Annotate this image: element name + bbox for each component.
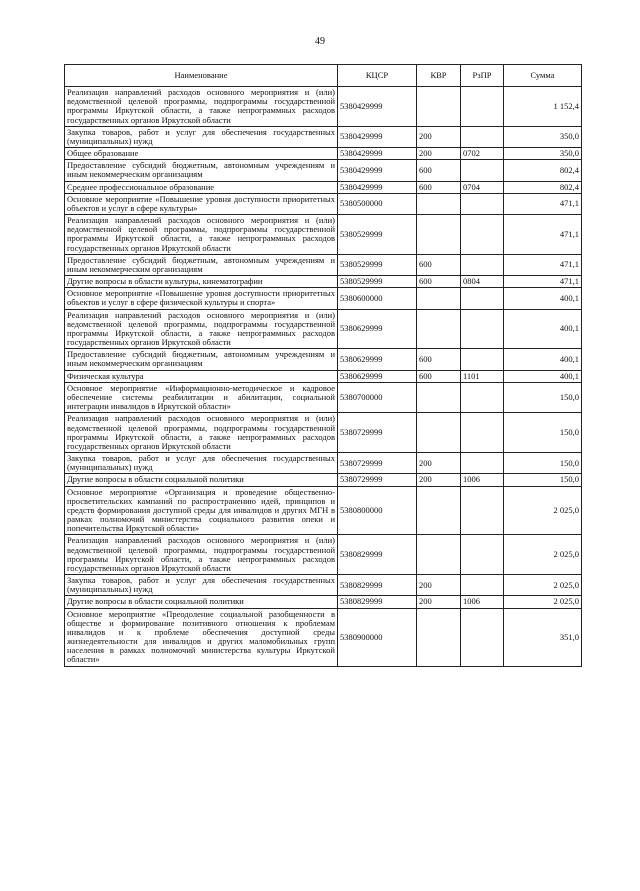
cell-kcsr: 5380529999: [338, 215, 417, 255]
cell-name: Другие вопросы в области культуры, кинематографии: [65, 276, 338, 288]
table-row: [65, 596, 582, 608]
cell-name: Реализация направлений расходов основного мероприятия и (или) ведомственной целевой программы, подпрограммы государственной программы Иркутской области, а также непрограммных расходов государственных органов Иркутской области: [65, 309, 338, 349]
table-header-row: [65, 65, 582, 87]
cell-name: Предоставление субсидий бюджетным, автономным учреждениям и иным некоммерческим организациям: [65, 160, 338, 181]
cell-rzpr: [461, 126, 504, 147]
cell-rzpr: 0804: [461, 276, 504, 288]
cell-kcsr: 5380529999: [338, 276, 417, 288]
cell-sum: 400,1: [504, 370, 582, 382]
table-row: [65, 193, 582, 214]
cell-kvr: 600: [417, 349, 461, 370]
cell-kvr: [417, 193, 461, 214]
cell-kvr: [417, 608, 461, 666]
cell-sum: 150,0: [504, 474, 582, 486]
cell-kcsr: 5380729999: [338, 474, 417, 486]
cell-sum: 471,1: [504, 215, 582, 255]
cell-name: Реализация направлений расходов основного мероприятия и (или) ведомственной целевой программы, подпрограммы государственной программы Иркутской области, а также непрограммных расходов государственных органов Иркутской области: [65, 215, 338, 255]
table-row: [65, 370, 582, 382]
cell-sum: 400,1: [504, 349, 582, 370]
cell-rzpr: 1006: [461, 474, 504, 486]
table-row: [65, 160, 582, 181]
page-number: 49: [315, 36, 325, 47]
cell-kvr: 200: [417, 148, 461, 160]
cell-kvr: [417, 87, 461, 127]
cell-kvr: [417, 288, 461, 309]
cell-kcsr: 5380500000: [338, 193, 417, 214]
cell-kvr: [417, 413, 461, 453]
cell-kvr: [417, 535, 461, 575]
cell-rzpr: [461, 193, 504, 214]
cell-kcsr: 5380829999: [338, 535, 417, 575]
cell-rzpr: 1101: [461, 370, 504, 382]
cell-rzpr: [461, 486, 504, 535]
cell-name: Реализация направлений расходов основного мероприятия и (или) ведомственной целевой программы, подпрограммы государственной программы Иркутской области, а также непрограммных расходов государственных органов Иркутской области: [65, 87, 338, 127]
cell-sum: 150,0: [504, 453, 582, 474]
cell-name: Закупка товаров, работ и услуг для обеспечения государственных (муниципальных) нужд: [65, 575, 338, 596]
cell-kvr: [417, 215, 461, 255]
cell-name: Реализация направлений расходов основного мероприятия и (или) ведомственной целевой программы, подпрограммы государственной программы Иркутской области, а также непрограммных расходов государственных органов Иркутской области: [65, 413, 338, 453]
cell-kcsr: 5380429999: [338, 160, 417, 181]
cell-sum: 350,0: [504, 126, 582, 147]
cell-rzpr: [461, 575, 504, 596]
cell-name: Другие вопросы в области социальной политики: [65, 474, 338, 486]
cell-sum: 2 025,0: [504, 575, 582, 596]
table-row: [65, 608, 582, 666]
cell-kcsr: 5380429999: [338, 87, 417, 127]
cell-kvr: [417, 382, 461, 413]
cell-kcsr: 5380629999: [338, 349, 417, 370]
cell-rzpr: [461, 382, 504, 413]
table-row: [65, 575, 582, 596]
cell-rzpr: [461, 160, 504, 181]
cell-rzpr: 0704: [461, 181, 504, 193]
cell-sum: 1 152,4: [504, 87, 582, 127]
cell-rzpr: 1006: [461, 596, 504, 608]
table-row: [65, 288, 582, 309]
cell-sum: 471,1: [504, 254, 582, 275]
cell-sum: 471,1: [504, 193, 582, 214]
table-row: [65, 382, 582, 413]
cell-kcsr: 5380700000: [338, 382, 417, 413]
budget-table: [64, 64, 582, 667]
cell-kcsr: 5380629999: [338, 309, 417, 349]
cell-rzpr: [461, 453, 504, 474]
cell-kcsr: 5380429999: [338, 181, 417, 193]
cell-kvr: 600: [417, 160, 461, 181]
cell-sum: 150,0: [504, 382, 582, 413]
cell-rzpr: [461, 535, 504, 575]
cell-name: Основное мероприятие «Преодоление социальной разобщенности в обществе и формирование позитивного отношения к проблемам инвалидов и к проблеме обеспечения доступной среды жизнедеятельности для инвалидов и других маломобильных групп населения в рамках полномочий министерства культуры Иркутской области»: [65, 608, 338, 666]
cell-name: Закупка товаров, работ и услуг для обеспечения государственных (муниципальных) нужд: [65, 453, 338, 474]
header-rzpr: РзПР: [461, 65, 504, 87]
cell-rzpr: [461, 254, 504, 275]
cell-sum: 150,0: [504, 413, 582, 453]
cell-kcsr: 5380900000: [338, 608, 417, 666]
table-row: [65, 148, 582, 160]
cell-kvr: 600: [417, 276, 461, 288]
cell-sum: 802,4: [504, 160, 582, 181]
cell-name: Среднее профессиональное образование: [65, 181, 338, 193]
table-row: [65, 215, 582, 255]
cell-rzpr: [461, 87, 504, 127]
cell-kcsr: 5380629999: [338, 370, 417, 382]
cell-rzpr: [461, 413, 504, 453]
table-row: [65, 87, 582, 127]
table-row: [65, 413, 582, 453]
cell-kcsr: 5380829999: [338, 575, 417, 596]
table-row: [65, 254, 582, 275]
header-kcsr: КЦСР: [338, 65, 417, 87]
cell-name: Основное мероприятие «Повышение уровня доступности приоритетных объектов и услуг в сфере культуры»: [65, 193, 338, 214]
table-body: [65, 87, 582, 667]
cell-kcsr: 5380429999: [338, 148, 417, 160]
cell-name: Физическая культура: [65, 370, 338, 382]
header-kvr: КВР: [417, 65, 461, 87]
cell-kcsr: 5380829999: [338, 596, 417, 608]
table-row: [65, 486, 582, 535]
cell-kcsr: 5380429999: [338, 126, 417, 147]
table-row: [65, 453, 582, 474]
cell-sum: 350,0: [504, 148, 582, 160]
cell-rzpr: [461, 608, 504, 666]
cell-rzpr: 0702: [461, 148, 504, 160]
cell-name: Основное мероприятие «Информационно-методическое и кадровое обеспечение системы реабилитации и абилитации, социальной интеграции инвалидов в Иркутской области»: [65, 382, 338, 413]
cell-name: Предоставление субсидий бюджетным, автономным учреждениям и иным некоммерческим организациям: [65, 349, 338, 370]
table-row: [65, 181, 582, 193]
cell-kvr: 600: [417, 370, 461, 382]
cell-kvr: 200: [417, 596, 461, 608]
cell-kcsr: 5380800000: [338, 486, 417, 535]
cell-name: Предоставление субсидий бюджетным, автономным учреждениям и иным некоммерческим организациям: [65, 254, 338, 275]
cell-rzpr: [461, 288, 504, 309]
cell-sum: 400,1: [504, 309, 582, 349]
cell-name: Другие вопросы в области социальной политики: [65, 596, 338, 608]
cell-rzpr: [461, 349, 504, 370]
cell-name: Общее образование: [65, 148, 338, 160]
cell-sum: 400,1: [504, 288, 582, 309]
table-row: [65, 474, 582, 486]
cell-name: Основное мероприятие «Повышение уровня доступности приоритетных объектов и услуг в сфере физической культуры и спорта»: [65, 288, 338, 309]
cell-kvr: 200: [417, 474, 461, 486]
cell-kcsr: 5380729999: [338, 413, 417, 453]
cell-sum: 351,0: [504, 608, 582, 666]
cell-sum: 471,1: [504, 276, 582, 288]
cell-rzpr: [461, 309, 504, 349]
header-name: Наименование: [65, 65, 338, 87]
cell-name: Основное мероприятие «Организация и проведение общественно-просветительских кампаний по распространению идей, принципов и средств формирования доступной среды для инвалидов и других МГН в рамках полномочий министерства социального развития опеки и попечительства Иркутской области»: [65, 486, 338, 535]
cell-kvr: 600: [417, 181, 461, 193]
cell-sum: 2 025,0: [504, 486, 582, 535]
cell-rzpr: [461, 215, 504, 255]
table-row: [65, 349, 582, 370]
cell-sum: 802,4: [504, 181, 582, 193]
cell-kvr: 200: [417, 575, 461, 596]
cell-kvr: 600: [417, 254, 461, 275]
cell-kcsr: 5380600000: [338, 288, 417, 309]
table-row: [65, 276, 582, 288]
cell-name: Реализация направлений расходов основного мероприятия и (или) ведомственной целевой программы, подпрограммы государственной программы Иркутской области, а также непрограммных расходов государственных органов Иркутской области: [65, 535, 338, 575]
cell-name: Закупка товаров, работ и услуг для обеспечения государственных (муниципальных) нужд: [65, 126, 338, 147]
header-sum: Сумма: [504, 65, 582, 87]
cell-kvr: [417, 486, 461, 535]
table-row: [65, 535, 582, 575]
cell-kvr: [417, 309, 461, 349]
cell-sum: 2 025,0: [504, 596, 582, 608]
cell-kvr: 200: [417, 126, 461, 147]
cell-kvr: 200: [417, 453, 461, 474]
cell-kcsr: 5380729999: [338, 453, 417, 474]
table-row: [65, 309, 582, 349]
cell-kcsr: 5380529999: [338, 254, 417, 275]
table-row: [65, 126, 582, 147]
cell-sum: 2 025,0: [504, 535, 582, 575]
